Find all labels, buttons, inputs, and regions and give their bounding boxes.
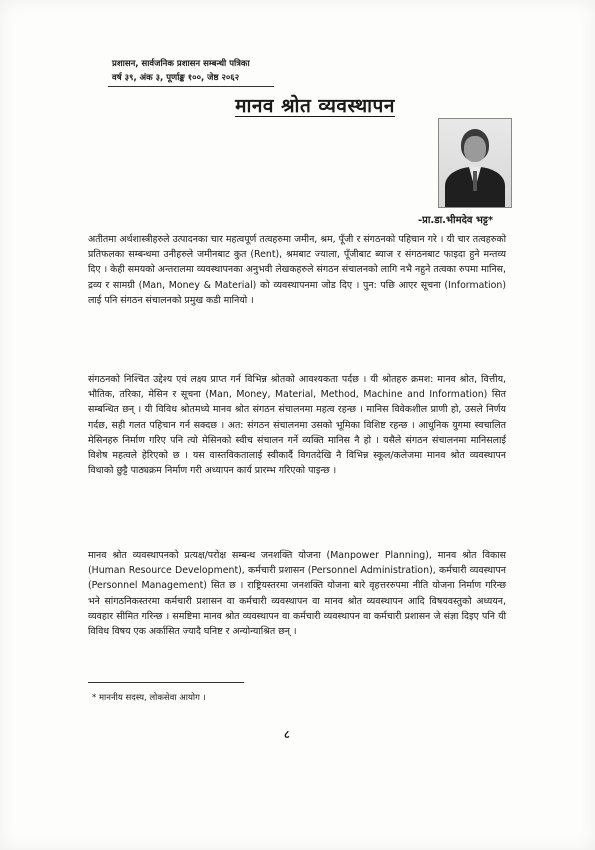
footnote-rule xyxy=(88,682,244,683)
footnote: * माननीय सदस्य, लोकसेवा आयोग । xyxy=(92,693,206,703)
paragraph-2: संगठनको निश्चित उद्देश्य एवं लक्ष्य प्राप्त गर्न विभिन्न श्रोतको आवश्यकता पर्दछ । यी श्रोतहरु क्रमश: मानव श्रोत, वित्तीय, भौतिक, तरिका, मेसिन र सूचना (Man, Money, Material, Method, Machine and Information) सित सम्बन्धित छन् । यी विविध श्रोतमध्ये मानव श्रोत संगठन संचालनमा महत्व रहन्छ । मानिस विवेकशील प्राणी हो, उसले निर्णय गर्दछ, सही गलत पहिचान गर्न सक्दछ । अत: संगठन संचालनमा उसको भूमिका विशिष्ट रहन्छ । आधुनिक युगमा स्वचालित मेसिनहरु निर्माण गरिए पनि त्यो मेसिनको स्वीच संचालन गर्ने व्यक्ति मानिस नै हो । यसैले संगठन संचालनमा मानिसलाई विशेष महत्वले हेरिएको छ । यस वास्तविकतालाई स्वीकार्दै विगतदेखि नै विभिन्न स्कूल/कलेजमा मानव श्रोत व्यवस्थापन विधाको छुट्टै पाठ्यक्रम निर्माण गरी अध्यापन कार्य प्रारम्भ गरिएको पाइन्छ । xyxy=(88,374,506,477)
paragraph-3: मानव श्रोत व्यवस्थापनको प्रत्यक्ष/परोक्ष सम्बन्ध जनशक्ति योजना (Manpower Planning), मानव श्रोत विकास (Human Resource Development), कर्मचारी प्रशासन (Personnel Administration), कर्मचारी व्यवस्थापन (Personnel Management) सित छ । राष्ट्रियस्तरमा जनशक्ति योजना बारे वृहत्तररुपमा नीति योजना निर्माण गरिन्छ भने सांगठनिकस्तरमा कर्मचारी प्रशासन वा कर्मचारी व्यवस्थापन वा मानव श्रोत व्यवस्थापन आदि विषयवस्तुको अध्ययन, व्यवहार सीमित गरिन्छ । समष्टिमा मानव श्रोत व्यवस्थापन वा कर्मचारी व्यवस्थापन वा कर्मचारी प्रशासन जे संज्ञा दिइए पनि यी विविध विषय एक अर्कासित ज्यादै घनिष्ट र अन्योन्याश्रित छन् । xyxy=(88,550,506,638)
author-portrait-icon xyxy=(438,118,512,208)
article-title: मानव श्रोत व्यवस्थापन xyxy=(235,95,395,117)
page-number: ८ xyxy=(284,728,290,741)
portrait-face xyxy=(464,136,486,162)
header-rule xyxy=(108,86,274,87)
portrait-tie xyxy=(473,171,477,191)
journal-name: प्रशासन, सार्वजनिक प्रशासन सम्बन्धी पत्रिका xyxy=(112,59,250,69)
issue-info: वर्ष ३९, अंक ३, पूर्णाङ्क १००, जेष्ठ २०६२ xyxy=(112,73,240,83)
author-name: -प्रा.डा.भीमदेव भट्ट* xyxy=(418,215,494,226)
paragraph-1: अतीतमा अर्थशास्त्रीहरुले उत्पादनका चार महत्वपूर्ण तत्वहरुमा जमीन, श्रम, पूँजी र संगठनको पहिचान गरे । यी चार तत्वहरुको प्रतिफलका सम्बन्धमा उनीहरुले जमीनबाट कुत (Rent), श्रमबाट ज्याला, पूँजीबाट ब्याज र संगठनबाट फाइदा हुने मन्तव्य दिए । केही समयको अन्तरालमा व्यवस्थापनका अनुभवी लेखकहरुले संगठन संचालनको लागि नभै नहुने तत्वका रुपमा मानिस, द्रव्य र सामग्री (Man, Money & Material) को व्यवस्थापनमा जोड दिए । पुन: पछि आएर सूचना (Information) लाई पनि संगठन संचालनको प्रमुख कडी मानियो । xyxy=(88,234,506,306)
